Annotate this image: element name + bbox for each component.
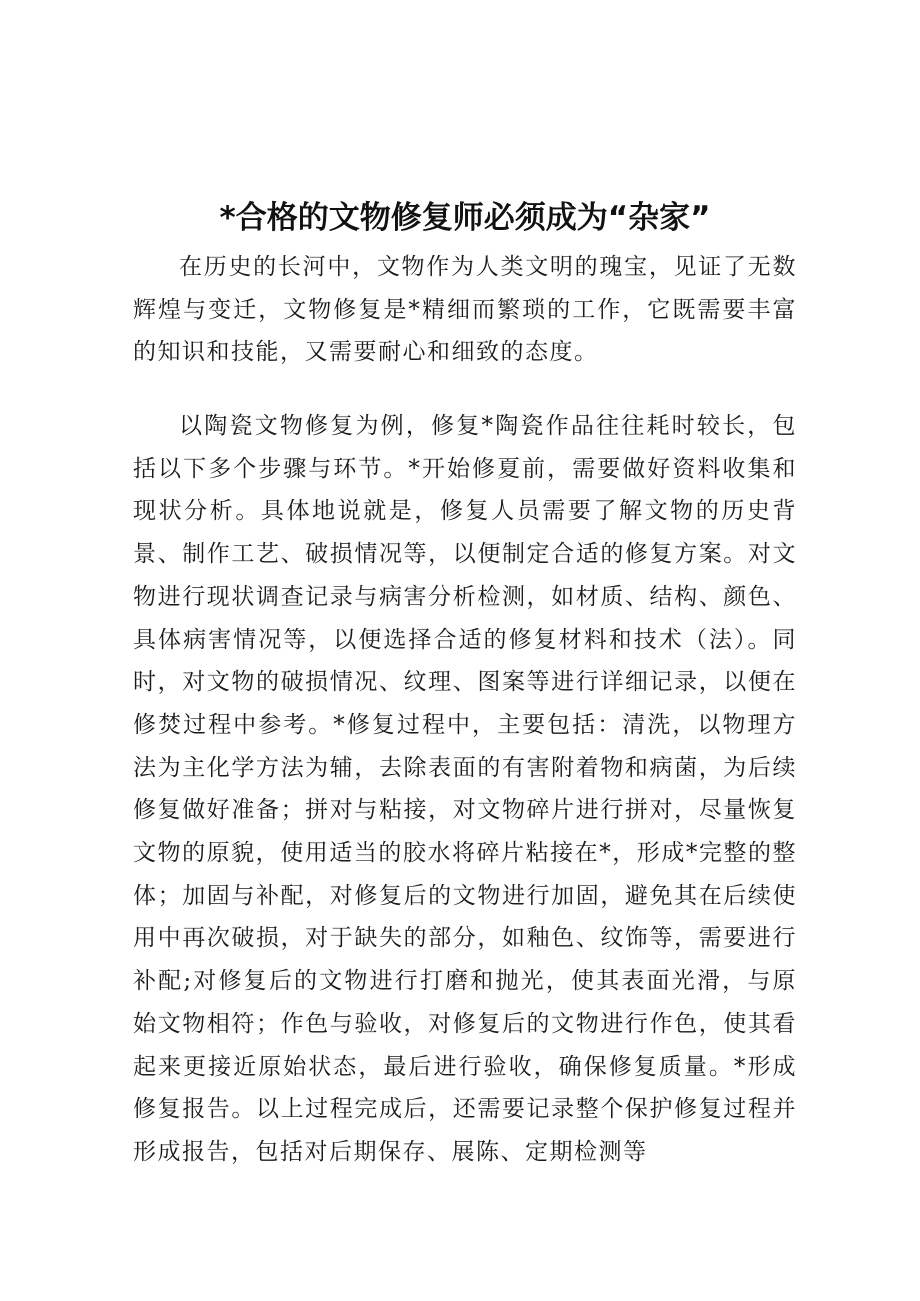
- document-title: *合格的文物修复师必须成为“杂家”: [219, 200, 711, 236]
- paragraph-intro: 在历史的长河中，文物作为人类文明的瑰宝，见证了无数辉煌与变迁，文物修复是*精细而繁琐的工作，它既需要丰富的知识和技能，又需要耐心和细致的态度。: [133, 254, 797, 366]
- paragraph-ceramic-restoration: 以陶瓷文物修复为例，修复*陶瓷作品往往耗时较长，包括以下多个步骤与环节。*开始修夏前，需要做好资料收集和现状分析。具体地说就是，修复人员需要了解文物的历史背景、制作工艺、破损情况等，以便制定合适的修复方案。对文物进行现状调查记录与病害分析检测，如材质、结构、颜色、具体病害情况等，以便选择合适的修复材料和技术（法）。同时，对文物的破损情况、纹理、图案等进行详细记录，以便在修焚过程中参考。*修复过程中，主要包括：清洗，以物理方法为主化学方法为辅，去除表面的有害附着物和病菌，为后续修复做好准备；拼对与粘接，对文物碎片进行拼对，尽量恢复文物的原貌，使用适当的胶水将碎片粘接在*，形成*完整的整体；加固与补配，对修复后的文物进行加固，避免其在后续使用中再次破损，对于缺失的部分，如釉色、纹饰等，需要进行补配;对修复后的文物进行打磨和抛光，使其表面光滑，与原始文物相符；作色与验收，对修复后的文物进行作色，使其看起来更接近原始状态，最后进行验收，确保修复质量。*形成修复报告。以上过程完成后，还需要记录整个保护修复过程并形成报告，包括对后期保存、展陈、定期检测等: [133, 413, 797, 1165]
